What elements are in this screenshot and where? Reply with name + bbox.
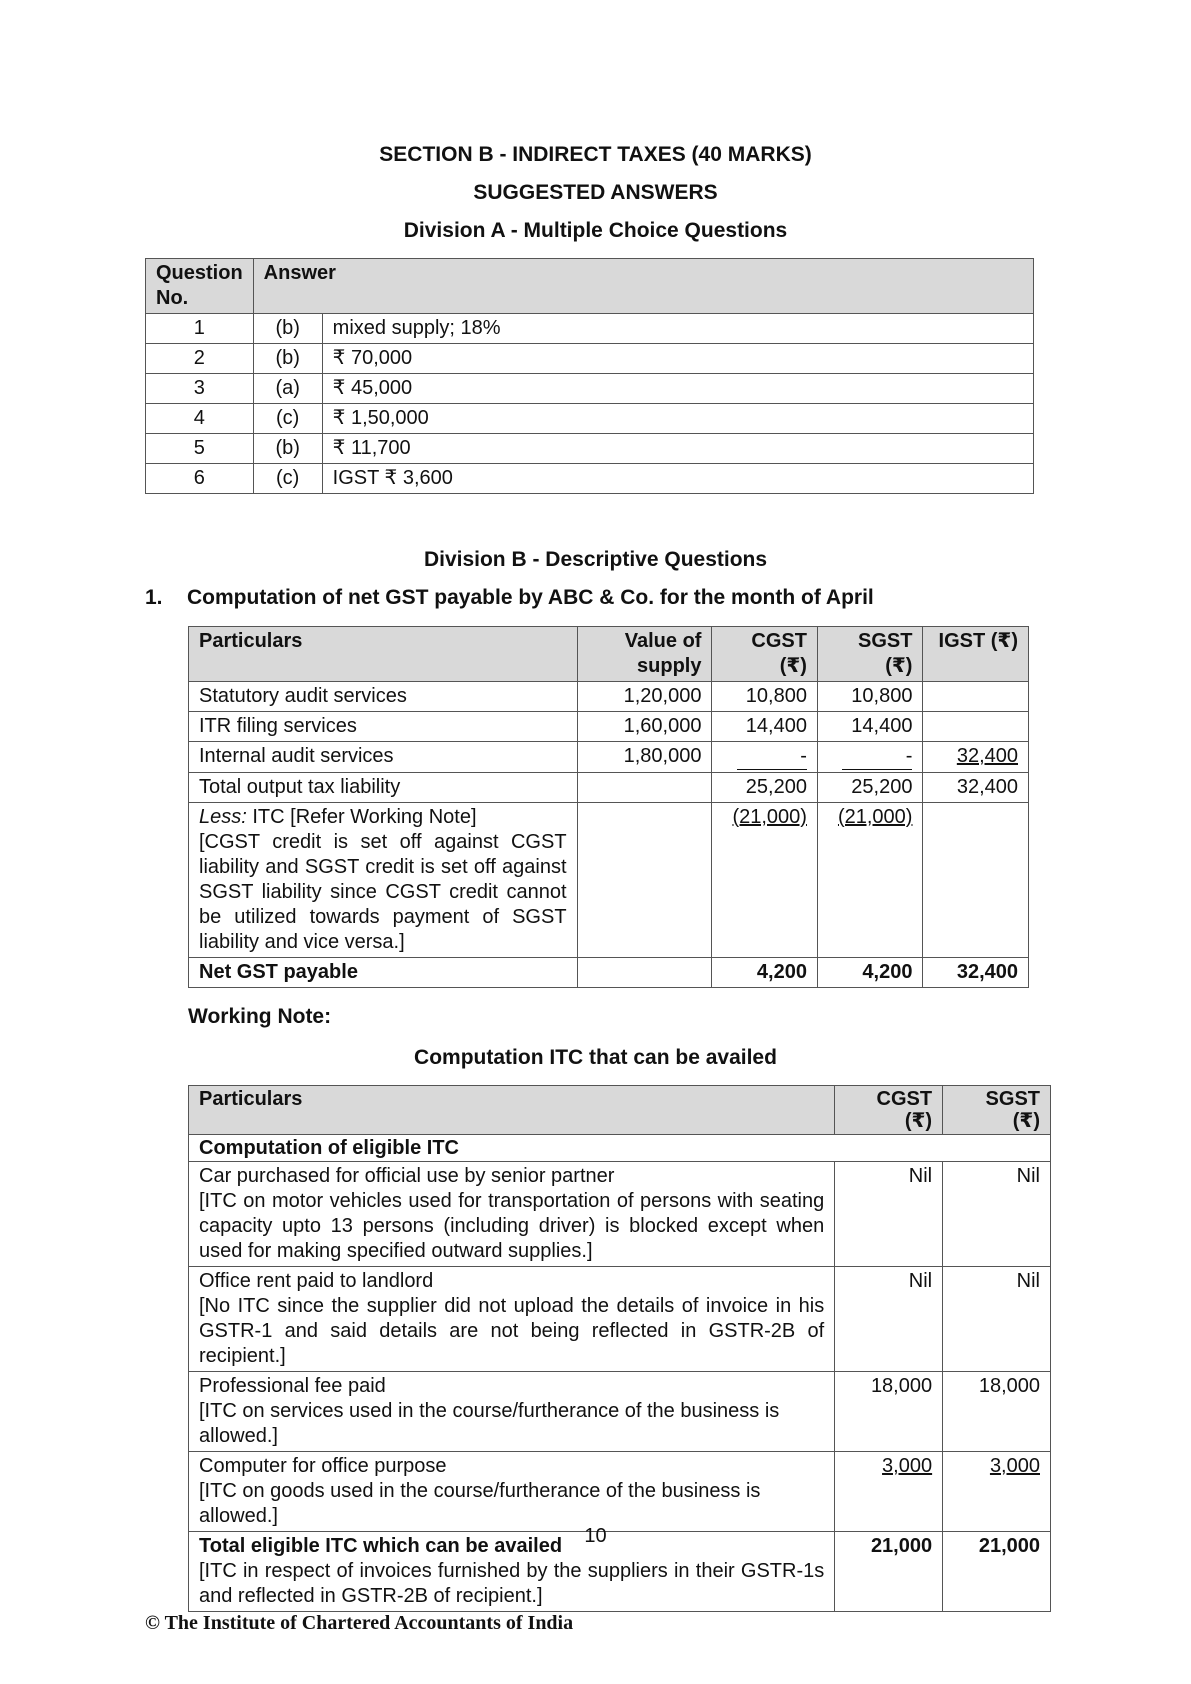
mcq-header-qno: Question No. <box>146 259 254 314</box>
mcq-option: (b) <box>253 314 322 344</box>
mcq-answer: ₹ 11,700 <box>322 434 1033 464</box>
table-row <box>189 1267 1051 1372</box>
table-row <box>146 344 1034 374</box>
row-sgst: 14,400 <box>817 712 923 742</box>
mcq-qno: 4 <box>146 404 254 434</box>
row-igst: 32,400 <box>923 773 1029 803</box>
mcq-answer: ₹ 1,50,000 <box>322 404 1033 434</box>
wn-item: Office rent paid to landlord <box>199 1270 434 1292</box>
division-a-title: Division A - Multiple Choice Questions <box>403 219 788 242</box>
table-row <box>189 682 1029 712</box>
col-particulars: Particulars <box>189 627 578 682</box>
mcq-qno: 6 <box>146 464 254 494</box>
question-title: Computation of net GST payable by ABC & Co. for the month of April <box>187 586 874 609</box>
wn-section-label: Computation of eligible ITC <box>189 1135 1051 1162</box>
row-cgst: - <box>737 744 807 770</box>
col-value-of-supply: Value of supply <box>577 627 712 682</box>
table-row <box>146 464 1034 494</box>
itc-label: ITC [Refer Working Note] <box>246 806 477 828</box>
row-sgst: 25,200 <box>817 773 923 803</box>
mcq-option: (b) <box>253 344 322 374</box>
row-value: 1,20,000 <box>577 682 712 712</box>
table-row <box>146 434 1034 464</box>
mcq-qno: 1 <box>146 314 254 344</box>
mcq-qno: 2 <box>146 344 254 374</box>
mcq-header-answer: Answer <box>253 259 1033 314</box>
row-value: 1,80,000 <box>577 742 712 773</box>
page-number: 10 <box>584 1525 607 1547</box>
itc-particulars <box>189 803 578 958</box>
wn-cgst: 3,000 <box>882 1455 933 1477</box>
working-note-label: Working Note: <box>188 1005 332 1028</box>
wn-total-label: Total eligible ITC which can be availed <box>199 1535 563 1557</box>
row-igst: 32,400 <box>956 745 1018 767</box>
wn-cgst: Nil <box>835 1267 943 1372</box>
row-cgst: 10,800 <box>712 682 818 712</box>
wn-note: [No ITC since the supplier did not upload the details of invoice in his GSTR-1 and said details are not being reflected in GSTR-2B of recipient.] <box>199 1295 825 1367</box>
question-number: 1. <box>145 586 163 609</box>
wn-cgst: Nil <box>835 1162 943 1267</box>
row-particulars: Statutory audit services <box>189 682 578 712</box>
net-gst-label: Net GST payable <box>189 958 578 988</box>
mcq-answer: ₹ 45,000 <box>322 374 1033 404</box>
table-row <box>189 1372 1051 1452</box>
wn-col-particulars: Particulars <box>189 1086 835 1135</box>
table-row <box>146 404 1034 434</box>
net-cgst: 4,200 <box>712 958 818 988</box>
table-row <box>146 314 1034 344</box>
row-particulars: Total output tax liability <box>189 773 578 803</box>
suggested-answers-title: SUGGESTED ANSWERS <box>473 181 718 204</box>
wn-item: Computer for office purpose <box>199 1455 447 1477</box>
itc-cgst: (21,000) <box>732 806 807 828</box>
row-particulars: Internal audit services <box>189 742 578 773</box>
table-row <box>189 773 1029 803</box>
mcq-option: (b) <box>253 434 322 464</box>
row-igst <box>923 682 1029 712</box>
mcq-option: (c) <box>253 464 322 494</box>
itc-sgst: (21,000) <box>837 806 913 828</box>
section-title: SECTION B - INDIRECT TAXES (40 MARKS) <box>379 143 812 166</box>
table-row <box>189 803 1029 958</box>
wn-sgst: Nil <box>943 1162 1051 1267</box>
row-sgst: 10,800 <box>817 682 923 712</box>
table-row <box>189 1452 1051 1532</box>
mcq-option: (a) <box>253 374 322 404</box>
wn-col-cgst: CGST (₹) <box>835 1086 943 1135</box>
wn-item: Professional fee paid <box>199 1375 386 1397</box>
table-row <box>189 1162 1051 1267</box>
wn-item: Car purchased for official use by senior partner <box>199 1165 615 1187</box>
wn-col-sgst: SGST (₹) <box>943 1086 1051 1135</box>
row-cgst: 25,200 <box>712 773 818 803</box>
wn-sgst: Nil <box>943 1267 1051 1372</box>
wn-note: [ITC on goods used in the course/furtherance of the business is allowed.] <box>199 1480 761 1527</box>
table-row <box>146 374 1034 404</box>
row-value <box>577 773 712 803</box>
row-sgst: - <box>842 744 912 770</box>
wn-total-note: [ITC in respect of invoices furnished by the suppliers in their GSTR-1s and reflected in GSTR-2B of recipient.] <box>199 1560 825 1607</box>
table-row <box>189 742 1029 773</box>
row-value: 1,60,000 <box>577 712 712 742</box>
wn-note: [ITC on services used in the course/furtherance of the business is allowed.] <box>199 1400 780 1447</box>
row-igst <box>923 712 1029 742</box>
table-row <box>189 712 1029 742</box>
less-label: Less: <box>199 806 247 828</box>
mcq-answer: ₹ 70,000 <box>322 344 1033 374</box>
wn-sgst: 18,000 <box>943 1372 1051 1452</box>
question-1-heading <box>145 586 874 610</box>
col-igst: IGST (₹) <box>923 627 1029 682</box>
mcq-answer: mixed supply; 18% <box>322 314 1033 344</box>
mcq-answer-table <box>145 258 1034 494</box>
col-cgst: CGST (₹) <box>712 627 818 682</box>
itc-note: [CGST credit is set off against CGST liability and SGST credit is set off against SGST liability since CGST credit cannot be utilized towards payment of SGST liability and vice versa.] <box>199 831 567 953</box>
wn-cgst: 18,000 <box>835 1372 943 1452</box>
wn-note: [ITC on motor vehicles used for transportation of persons with seating capacity upto 13 persons (including driver) is blocked except when used for making specified outward supplies.] <box>199 1190 825 1262</box>
mcq-qno: 5 <box>146 434 254 464</box>
mcq-qno: 3 <box>146 374 254 404</box>
mcq-answer: IGST ₹ 3,600 <box>322 464 1033 494</box>
wn-total-cgst: 21,000 <box>835 1532 943 1612</box>
row-cgst: 14,400 <box>712 712 818 742</box>
working-note-title: Computation ITC that can be availed <box>414 1046 777 1069</box>
table-row <box>189 958 1029 988</box>
net-sgst: 4,200 <box>817 958 923 988</box>
division-b-title: Division B - Descriptive Questions <box>423 548 768 571</box>
row-particulars: ITR filing services <box>189 712 578 742</box>
mcq-option: (c) <box>253 404 322 434</box>
wn-sgst: 3,000 <box>989 1455 1040 1477</box>
net-igst: 32,400 <box>923 958 1029 988</box>
col-sgst: SGST (₹) <box>817 627 923 682</box>
footer-copyright: © The Institute of Chartered Accountants of India <box>145 1612 574 1634</box>
gst-payable-table <box>188 626 1029 988</box>
wn-total-sgst: 21,000 <box>943 1532 1051 1612</box>
